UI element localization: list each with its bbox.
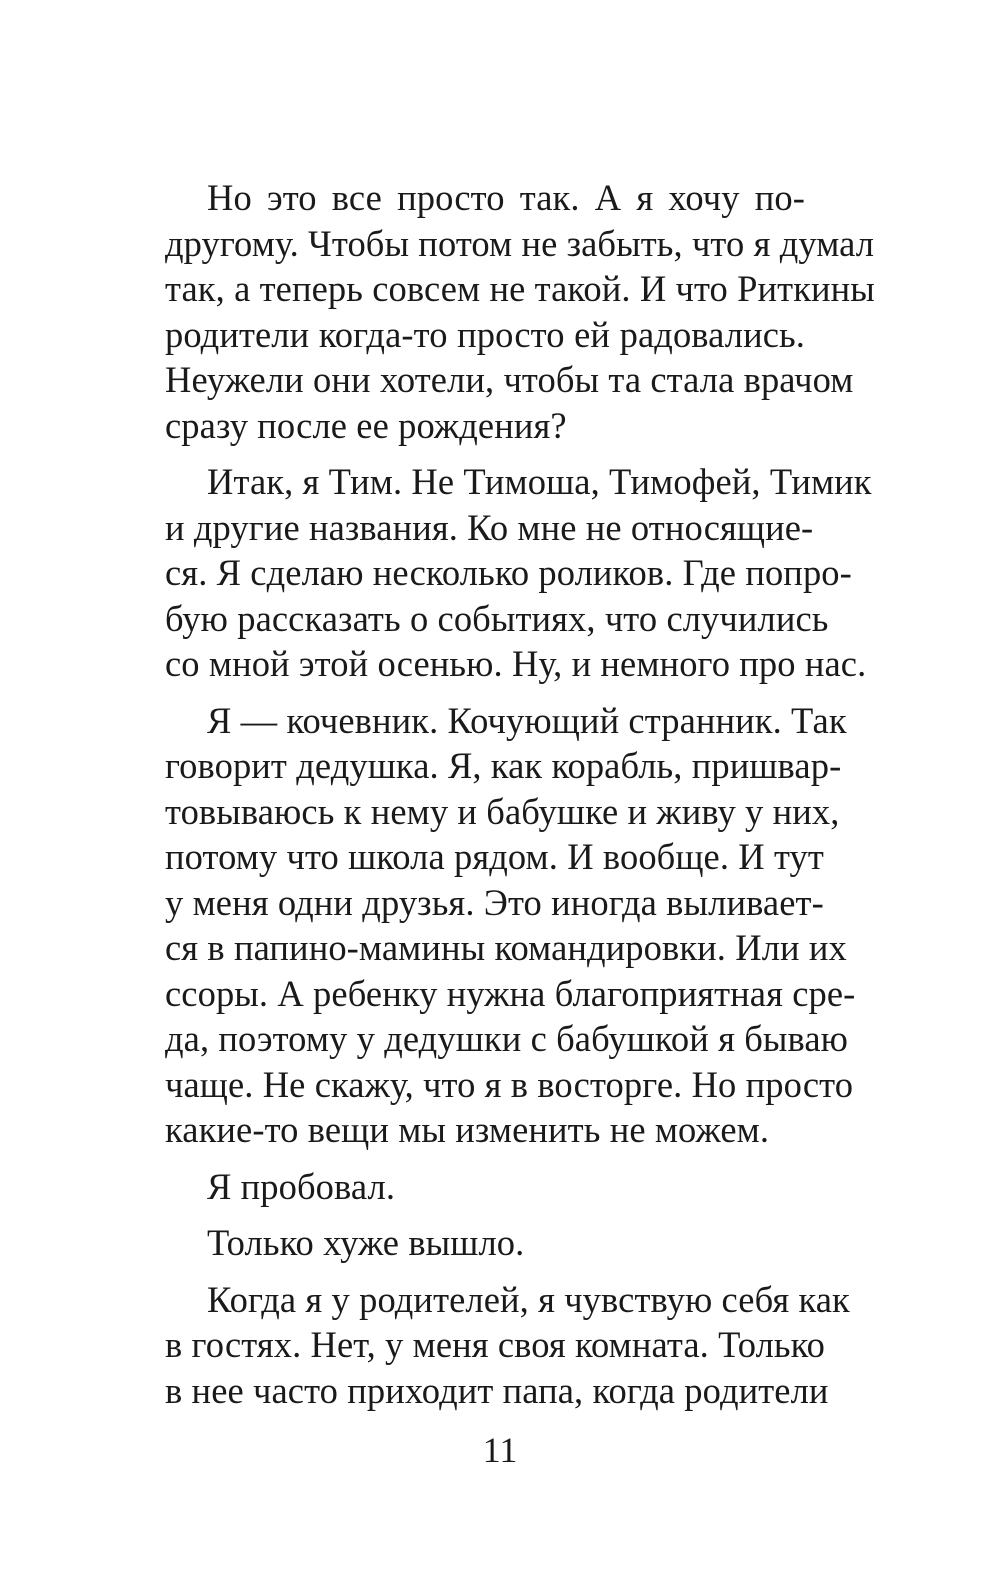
- paragraph-3: [165, 698, 856, 1153]
- text-line: какие-то вещи мы изменить не можем.: [165, 1109, 770, 1150]
- text-line: ся. Я сделаю несколько роликов. Где попро-: [165, 552, 852, 593]
- text-line: и другие названия. Ко мне не относящие-: [165, 506, 814, 548]
- text-line: в нее часто приходит папа, когда родители: [165, 1369, 829, 1411]
- text-line: чаще. Не скажу, что я в восторге. Но просто: [165, 1063, 854, 1105]
- text-line: товываюсь к нему и бабушке и живу у них,: [165, 790, 840, 832]
- text-line: со мной этой осенью. Ну, и немного про нас.: [165, 643, 867, 684]
- paragraph-2: [165, 459, 872, 687]
- text-line: Я — кочевник. Кочующий странник. Так: [207, 699, 847, 741]
- text-line: так, а теперь совсем не такой. И что Риткины: [165, 268, 875, 309]
- text-line: да, поэтому у дедушки с бабушкой я бываю: [165, 1018, 849, 1059]
- page-number: 11: [482, 1430, 518, 1470]
- text-line: в гостях. Нет, у меня своя комната. Только: [165, 1324, 826, 1365]
- text-line: Только хуже вышло.: [207, 1222, 525, 1263]
- text-line: родители когда-то просто ей радовались.: [165, 313, 805, 355]
- text-line: говорит дедушка. Я, как корабль, пришвар-: [165, 745, 842, 786]
- text-line: потому что школа рядом. И вообще. И тут: [165, 836, 824, 877]
- text-line: Я пробовал.: [207, 1165, 396, 1207]
- text-line: бую рассказать о событиях, что случились: [165, 597, 829, 639]
- text-line: другому. Чтобы потом не забыть, что я думал: [165, 222, 875, 264]
- paragraph-5: [165, 1220, 805, 1266]
- body-text: [165, 175, 875, 1424]
- text-line: Но это все просто так. А я хочу по-: [207, 177, 805, 218]
- text-line: ся в папино-мамины командировки. Или их: [165, 927, 847, 968]
- paragraph-6: [165, 1277, 850, 1414]
- paragraph-1: [165, 175, 875, 448]
- text-line: Когда я у родителей, я чувствую себя как: [207, 1278, 850, 1320]
- text-line: Неужели они хотели, чтобы та стала врачом: [165, 359, 854, 400]
- text-line: Итак, я Тим. Не Тимоша, Тимофей, Тимик: [207, 461, 872, 502]
- text-line: сразу после ее рождения?: [165, 404, 567, 446]
- text-line: ссоры. А ребенку нужна благоприятная сре-: [165, 972, 856, 1014]
- paragraph-4: [165, 1164, 805, 1210]
- text-line: у меня одни друзья. Это иногда выливает-: [165, 881, 824, 923]
